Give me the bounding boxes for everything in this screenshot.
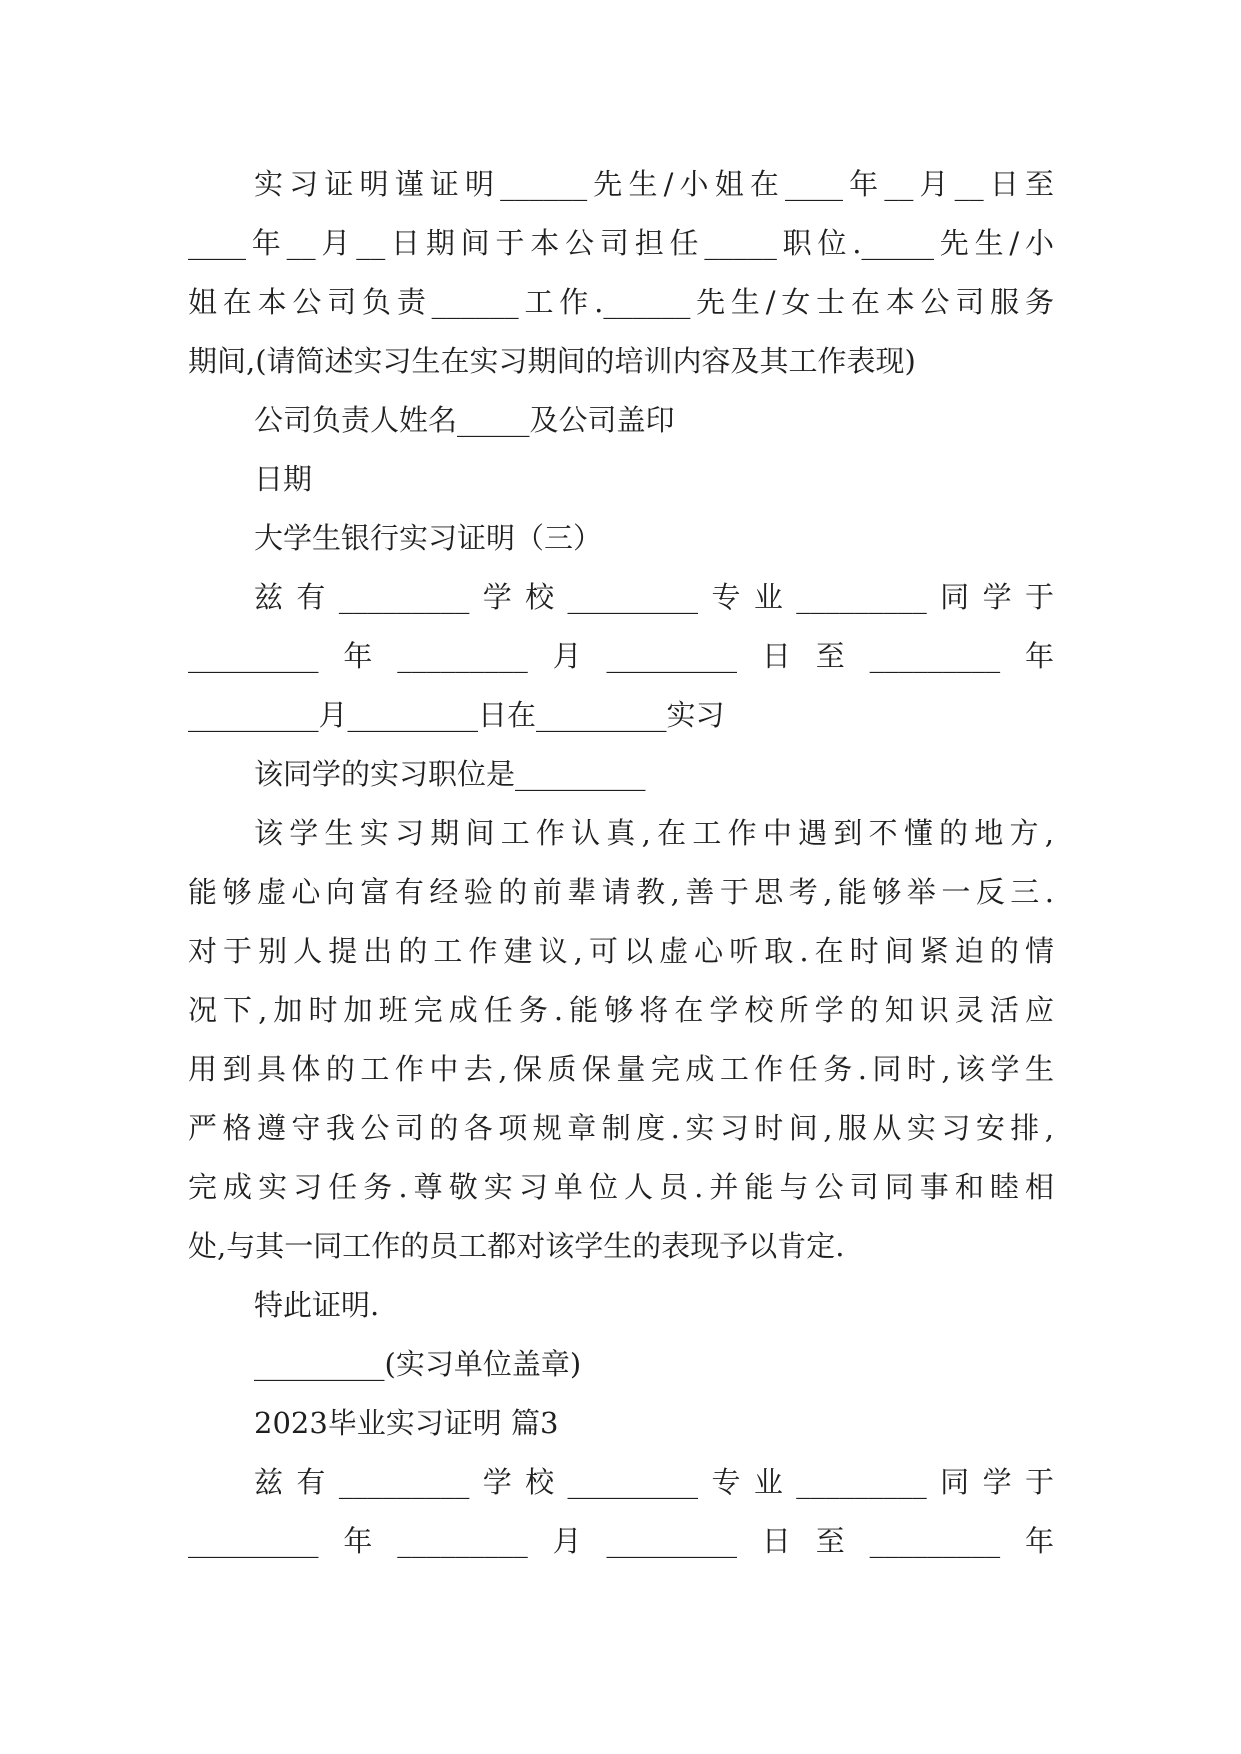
form-line: _________年_________月_________日至_________年 (188, 1524, 1054, 1558)
form-line: _________年_________月_________日至_________年 (188, 639, 1054, 673)
paragraph-line: 用到具体的工作中去,保质保量完成工作任务.同时,该学生 (188, 1052, 1054, 1086)
paragraph-line: 完成实习任务.尊敬实习单位人员.并能与公司同事和睦相 (188, 1170, 1054, 1204)
form-line: 兹有_________学校_________专业_________同学于 (254, 580, 1054, 614)
paragraph-line: ____年__月__日期间于本公司担任_____职位._____先生/小 (188, 226, 1054, 260)
paragraph-line: 实习证明谨证明______先生/小姐在____年__月__日至 (254, 167, 1054, 201)
closing-line: 特此证明. (254, 1288, 380, 1322)
paragraph-line: 对于别人提出的工作建议,可以虚心听取.在时间紧迫的情 (188, 934, 1054, 968)
section-title: 大学生银行实习证明（三） (254, 521, 603, 555)
form-line: _________月_________日在_________实习 (188, 698, 725, 732)
document-body (188, 155, 1054, 1571)
signer-line: 公司负责人姓名_____及公司盖印 (254, 403, 675, 437)
paragraph-line: 严格遵守我公司的各项规章制度.实习时间,服从实习安排, (188, 1111, 1054, 1145)
date-label: 日期 (254, 462, 313, 496)
paragraph-line: 期间,(请简述实习生在实习期间的培训内容及其工作表现) (188, 344, 916, 378)
paragraph-line: 处,与其一同工作的员工都对该学生的表现予以肯定. (188, 1229, 845, 1263)
seal-line: _________(实习单位盖章) (254, 1347, 582, 1381)
paragraph-line: 该学生实习期间工作认真,在工作中遇到不懂的地方, (254, 816, 1054, 850)
paragraph-line: 姐在本公司负责______工作.______先生/女士在本公司服务 (188, 285, 1054, 319)
section-title: 2023毕业实习证明 篇3 (254, 1406, 559, 1440)
position-line: 该同学的实习职位是_________ (254, 757, 646, 791)
paragraph-line: 能够虚心向富有经验的前辈请教,善于思考,能够举一反三. (188, 875, 1054, 909)
form-line: 兹有_________学校_________专业_________同学于 (254, 1465, 1054, 1499)
paragraph-line: 况下,加时加班完成任务.能够将在学校所学的知识灵活应 (188, 993, 1054, 1027)
